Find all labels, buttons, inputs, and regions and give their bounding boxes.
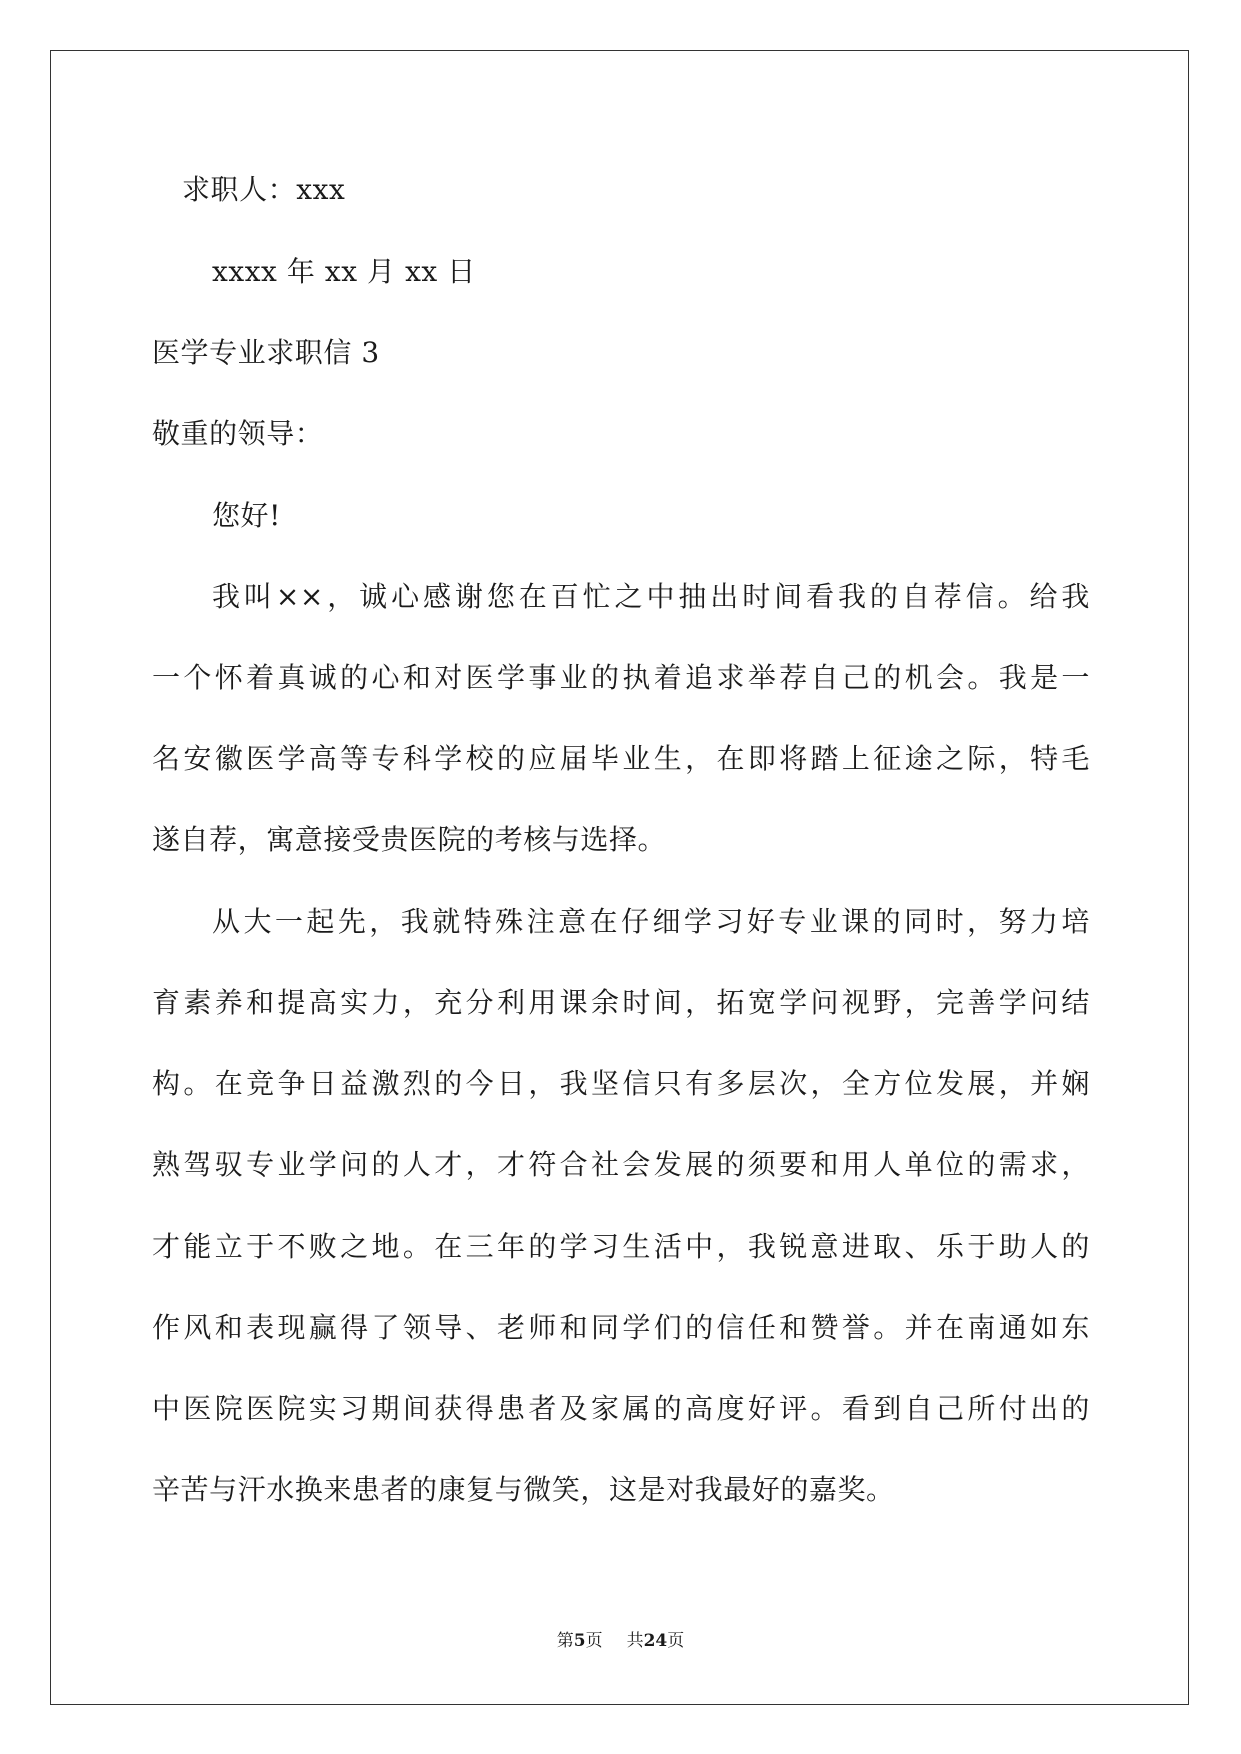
page-footer [0, 1633, 1241, 1650]
total-suffix: 页 [667, 1631, 685, 1651]
total-pages: 24 [643, 1631, 668, 1651]
paragraph-line: 育素养和提高实力，充分利用课余时间，拓宽学问视野，完善学问结 [152, 986, 1090, 1019]
page-number: 5 [573, 1631, 586, 1651]
paragraph-line: 一个怀着真诚的心和对医学事业的执着追求举荐自己的机会。我是一 [152, 661, 1090, 694]
paragraph-line: 名安徽医学高等专科学校的应届毕业生，在即将踏上征途之际，特毛 [152, 742, 1090, 775]
paragraph-line: 中医院医院实习期间获得患者及家属的高度好评。看到自己所付出的 [152, 1392, 1090, 1425]
letter-date: xxxx 年 xx 月 xx 日 [212, 255, 476, 288]
greeting: 您好! [212, 499, 281, 532]
page-border [50, 50, 1189, 1705]
page-prefix: 第 [556, 1631, 574, 1651]
applicant-signature: 求职人：xxx [182, 173, 346, 206]
paragraph-line: 从大一起先，我就特殊注意在仔细学习好专业课的同时，努力培 [212, 905, 1090, 938]
paragraph-line: 遂自荐，寓意接受贵医院的考核与选择。 [152, 823, 667, 856]
page-suffix: 页 [585, 1631, 603, 1651]
paragraph-line: 作风和表现赢得了领导、老师和同学们的信任和赞誉。并在南通如东 [152, 1311, 1090, 1344]
letter-title: 医学专业求职信 3 [152, 336, 380, 369]
paragraph-line: 构。在竞争日益激烈的今日，我坚信只有多层次，全方位发展，并娴 [152, 1067, 1090, 1100]
paragraph-line: 熟驾驭专业学问的人才，才符合社会发展的须要和用人单位的需求， [152, 1148, 1090, 1181]
paragraph-line: 才能立于不败之地。在三年的学习生活中，我锐意进取、乐于助人的 [152, 1230, 1090, 1263]
paragraph-line: 我叫××，诚心感谢您在百忙之中抽出时间看我的自荐信。给我 [212, 580, 1090, 613]
salutation: 敬重的领导： [152, 417, 324, 450]
paragraph-line: 辛苦与汗水换来患者的康复与微笑，这是对我最好的嘉奖。 [152, 1473, 895, 1506]
total-prefix: 共 [626, 1631, 644, 1651]
